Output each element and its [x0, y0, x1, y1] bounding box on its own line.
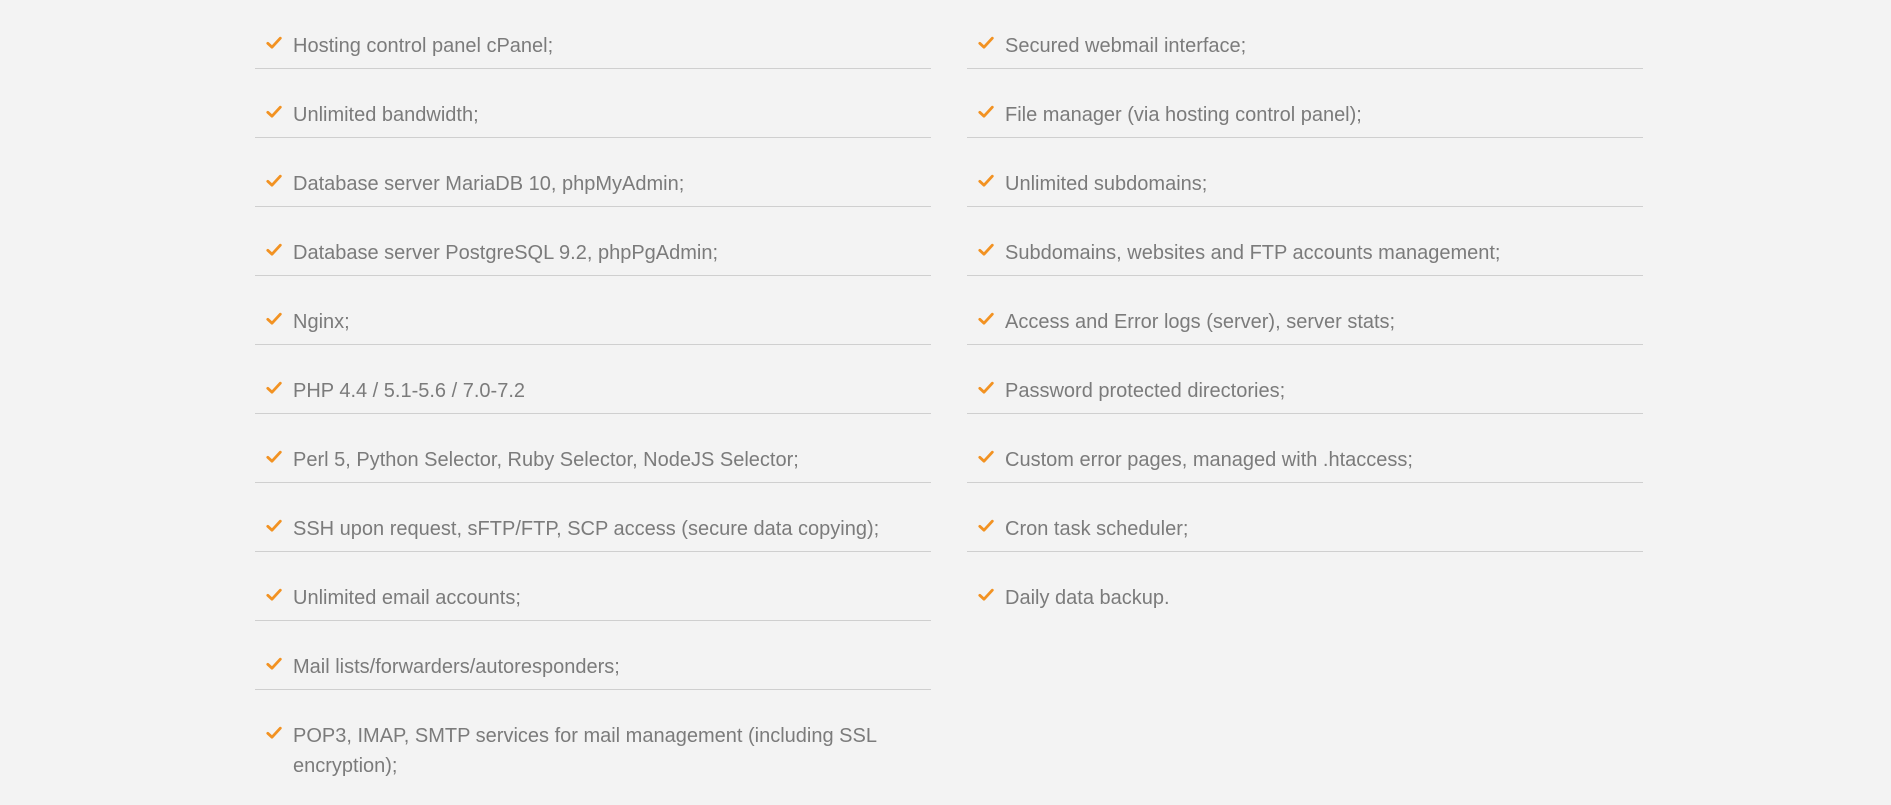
feature-label: File manager (via hosting control panel);: [1005, 104, 1362, 126]
feature-label: Cron task scheduler;: [1005, 518, 1189, 540]
feature-label: Hosting control panel cPanel;: [293, 35, 554, 57]
feature-label: Password protected directories;: [1005, 380, 1286, 402]
features-list-left: [255, 0, 931, 782]
feature-label: Database server PostgreSQL 9.2, phpPgAdmin;: [293, 242, 719, 264]
feature-label: Nginx;: [293, 311, 350, 333]
feature-label: Custom error pages, managed with .htaccess;: [1005, 449, 1413, 471]
checkmark-icon: [266, 36, 282, 50]
feature-item: [255, 621, 931, 690]
feature-item: [967, 207, 1643, 276]
feature-item: [255, 690, 931, 782]
checkmark-icon: [978, 36, 994, 50]
checkmark-icon: [266, 657, 282, 671]
features-list-right: [967, 0, 1643, 621]
feature-label: Database server MariaDB 10, phpMyAdmin;: [293, 173, 685, 195]
feature-item: [967, 138, 1643, 207]
feature-item: [967, 345, 1643, 414]
feature-item: [967, 276, 1643, 345]
checkmark-icon: [266, 243, 282, 257]
feature-item: [255, 207, 931, 276]
feature-label: Secured webmail interface;: [1005, 35, 1247, 57]
checkmark-icon: [266, 105, 282, 119]
feature-label: Daily data backup.: [1005, 587, 1170, 609]
feature-item: [967, 483, 1643, 552]
checkmark-icon: [266, 588, 282, 602]
feature-label: Subdomains, websites and FTP accounts management;: [1005, 242, 1501, 264]
feature-item: [255, 69, 931, 138]
checkmark-icon: [266, 381, 282, 395]
checkmark-icon: [266, 174, 282, 188]
feature-label: Unlimited bandwidth;: [293, 104, 479, 126]
feature-item: [255, 276, 931, 345]
checkmark-icon: [978, 450, 994, 464]
feature-item: [967, 0, 1643, 69]
checkmark-icon: [266, 519, 282, 533]
feature-label: POP3, IMAP, SMTP services for mail management (including SSL encryption);: [293, 725, 877, 777]
feature-item: [255, 0, 931, 69]
feature-item: [967, 414, 1643, 483]
checkmark-icon: [978, 105, 994, 119]
feature-label: Unlimited email accounts;: [293, 587, 521, 609]
checkmark-icon: [978, 381, 994, 395]
feature-label: SSH upon request, sFTP/FTP, SCP access (secure data copying);: [293, 518, 880, 540]
feature-item: [255, 483, 931, 552]
feature-label: Access and Error logs (server), server stats;: [1005, 311, 1396, 333]
feature-item: [967, 69, 1643, 138]
feature-item: [255, 414, 931, 483]
checkmark-icon: [978, 174, 994, 188]
checkmark-icon: [978, 243, 994, 257]
feature-label: Perl 5, Python Selector, Ruby Selector, NodeJS Selector;: [293, 449, 799, 471]
checkmark-icon: [266, 726, 282, 740]
checkmark-icon: [978, 588, 994, 602]
feature-label: PHP 4.4 / 5.1-5.6 / 7.0-7.2: [293, 380, 525, 402]
feature-item: [255, 345, 931, 414]
feature-label: Mail lists/forwarders/autoresponders;: [293, 656, 620, 678]
checkmark-icon: [978, 312, 994, 326]
feature-item: [255, 138, 931, 207]
checkmark-icon: [266, 312, 282, 326]
feature-label: Unlimited subdomains;: [1005, 173, 1208, 195]
checkmark-icon: [266, 450, 282, 464]
checkmark-icon: [978, 519, 994, 533]
feature-item: [255, 552, 931, 621]
feature-item: [967, 552, 1643, 621]
